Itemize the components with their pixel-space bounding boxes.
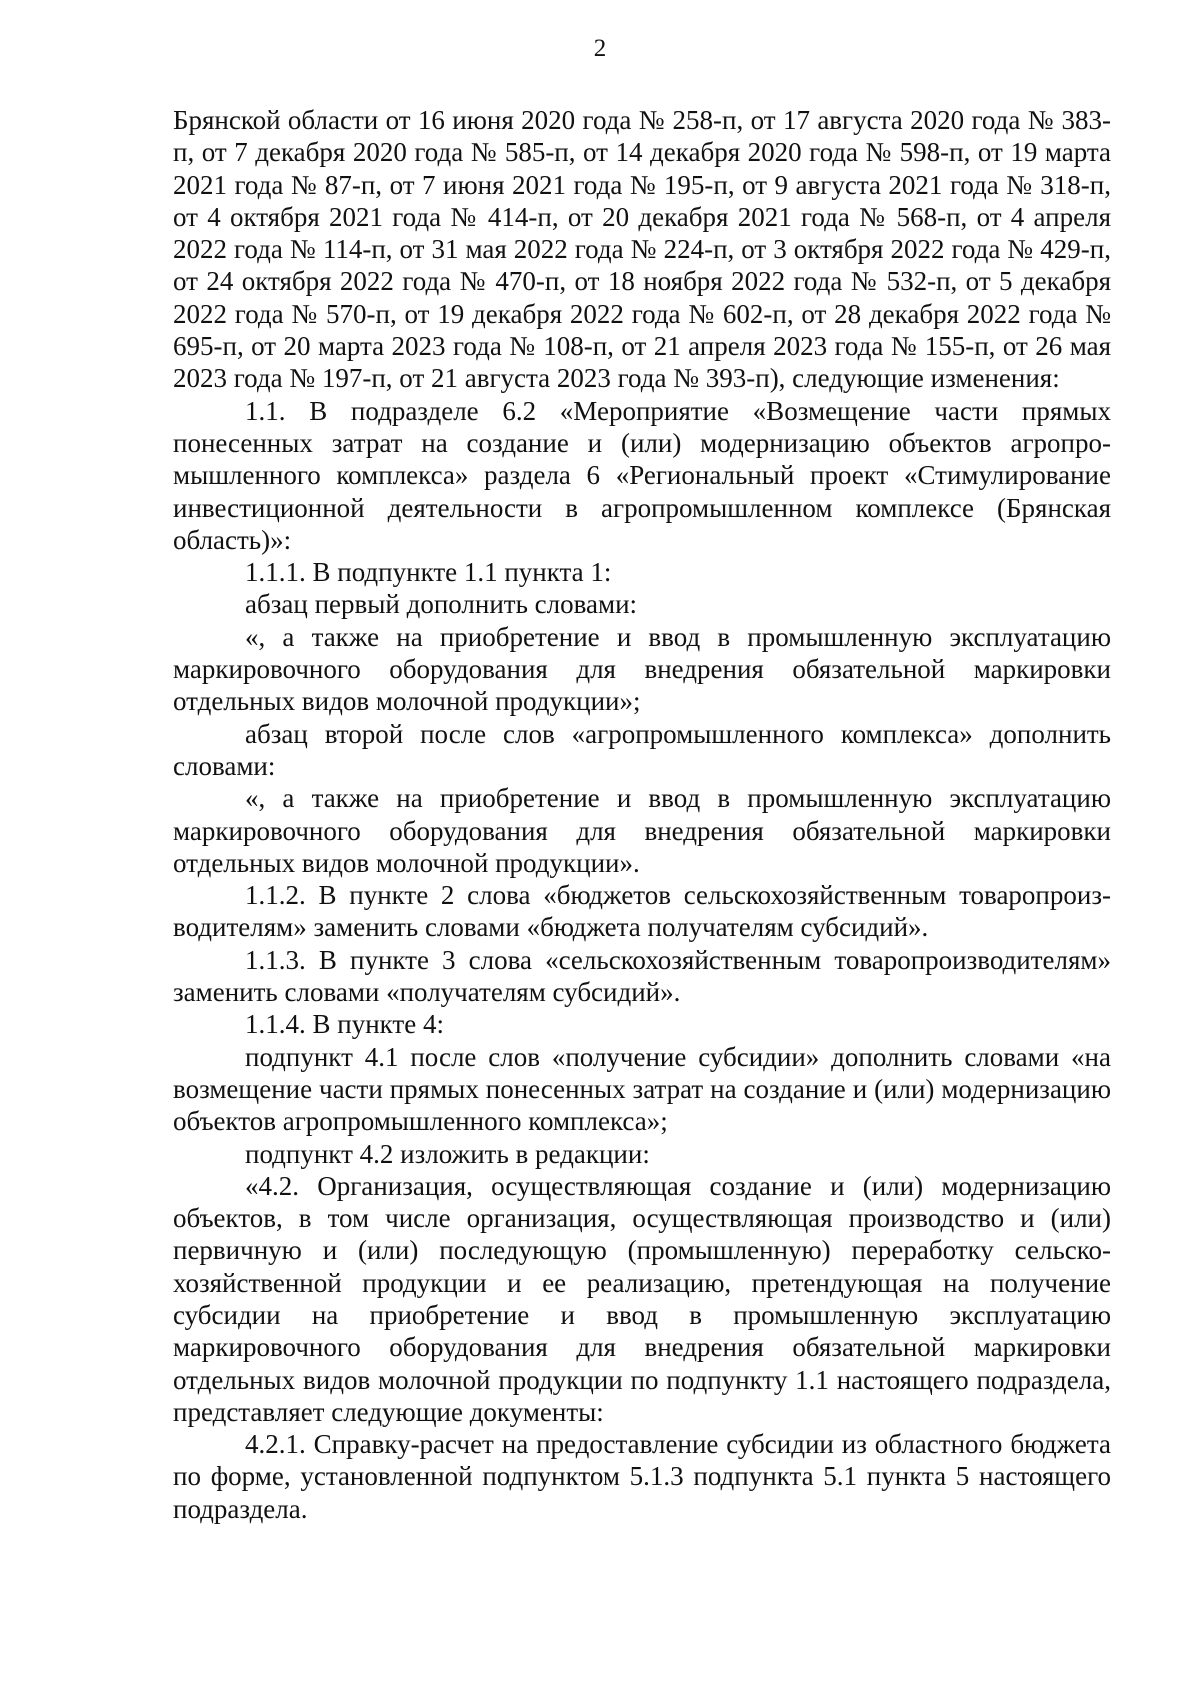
paragraph-item-1-1: 1.1. В подразделе 6.2 «Мероприятие «Возмещение части прямых понесенных затрат на создание и (или) модернизацию объектов агропромышленного комплекса» раздела 6 «Региональный проект «Стимулирование инвестиционной деятельности в агропромышленном комплексе (Брянская область)»: [173,395,1111,555]
paragraph-item-4-2-1: 4.2.1. Справку-расчет на предоставление субсидии из областного бюджета по форме, установленной подпунктом 5.1.3 подпункта 5.1 пункта 5 настоящего подраздела. [173,1429,1111,1524]
paragraph-item-1-1-3: 1.1.3. В пункте 3 слова «сельскохозяйственным товаропроизводителям» заменить словами «получателям субсидий». [173,944,1111,1008]
paragraph-quote-addition-1: «, а также на приобретение и ввод в промышленную эксплуатацию маркировочного оборудования для внедрения обязательной маркировки отдельных видов молочной продукции»; [173,621,1111,717]
paragraph-item-1-1-2: 1.1.2. В пункте 2 слова «бюджетов сельскохозяйственным товаропроизводителям» заменить словами «бюджета получателям субсидий». [173,880,1111,943]
paragraph-item-1-1-1: 1.1.1. В подпункте 1.1 пункта 1: [245,557,612,588]
paragraph-item-1-1-4: 1.1.4. В пункте 4: [245,1009,444,1040]
paragraph-first-abzac: абзац первый дополнить словами: [245,589,638,620]
document-body [173,104,1111,1525]
paragraph-second-abzac: абзац второй после слов «агропромышленного комплекса» дополнить словами: [173,718,1111,781]
paragraph-quote-addition-2: «, а также на приобретение и ввод в промышленную эксплуатацию маркировочного оборудования для внедрения обязательной маркировки отдельных видов молочной продукции». [173,783,1111,878]
paragraph-amended-acts-list: Брянской области от 16 июня 2020 года № 258-п, от 17 августа 2020 года № 383-п, от 7 декабря 2020 года № 585-п, от 14 декабря 2020 года № 598-п, от 19 марта 2021 года № 87-п, от 7 июня 2021 года № 195-п, от 9 августа 2021 года № 318-п, от 4 октября 2021 года № 414-п, от 20 декабря 2021 года № 568-п, от 4 апреля 2022 года № 114-п, от 31 мая 2022 года № 224-п, от 3 октября 2022 года № 429-п, от 24 октября 2022 года № 470-п, от 18 ноября 2022 года № 532-п, от 5 декабря 2022 года № 570-п, от 19 декабря 2022 года № 602-п, от 28 декабря 2022 года № 695-п, от 20 марта 2023 года № 108-п, от 21 апреля 2023 года № 155-п, от 26 мая 2023 года № 197-п, от 21 августа 2023 года № 393-п), следующие изменения: [173,105,1111,394]
page-number: 2 [593,35,607,62]
paragraph-subitem-4-2-intro: подпункт 4.2 изложить в редакции: [245,1138,650,1169]
paragraph-subitem-4-1: подпункт 4.1 после слов «получение субсидии» дополнить словами «на возмещение части прямых понесенных затрат на создание и (или) модернизацию объектов агропромышленного комплекса»; [173,1041,1111,1137]
paragraph-item-4-2: «4.2. Организация, осуществляющая создание и (или) модернизацию объектов, в том числе организация, осуществляющая производство и (или) первичную и (или) последующую (промышленную) переработку сельскохозяйственной продукции и ее реализацию, претендующая на получение субсидии на приобретение и ввод в промышленную эксплуатацию маркировочного оборудования для внедрения обязательной маркировки отдельных видов молочной продукции по подпункту 1.1 настоящего подраздела, представляет следующие документы: [173,1170,1111,1427]
